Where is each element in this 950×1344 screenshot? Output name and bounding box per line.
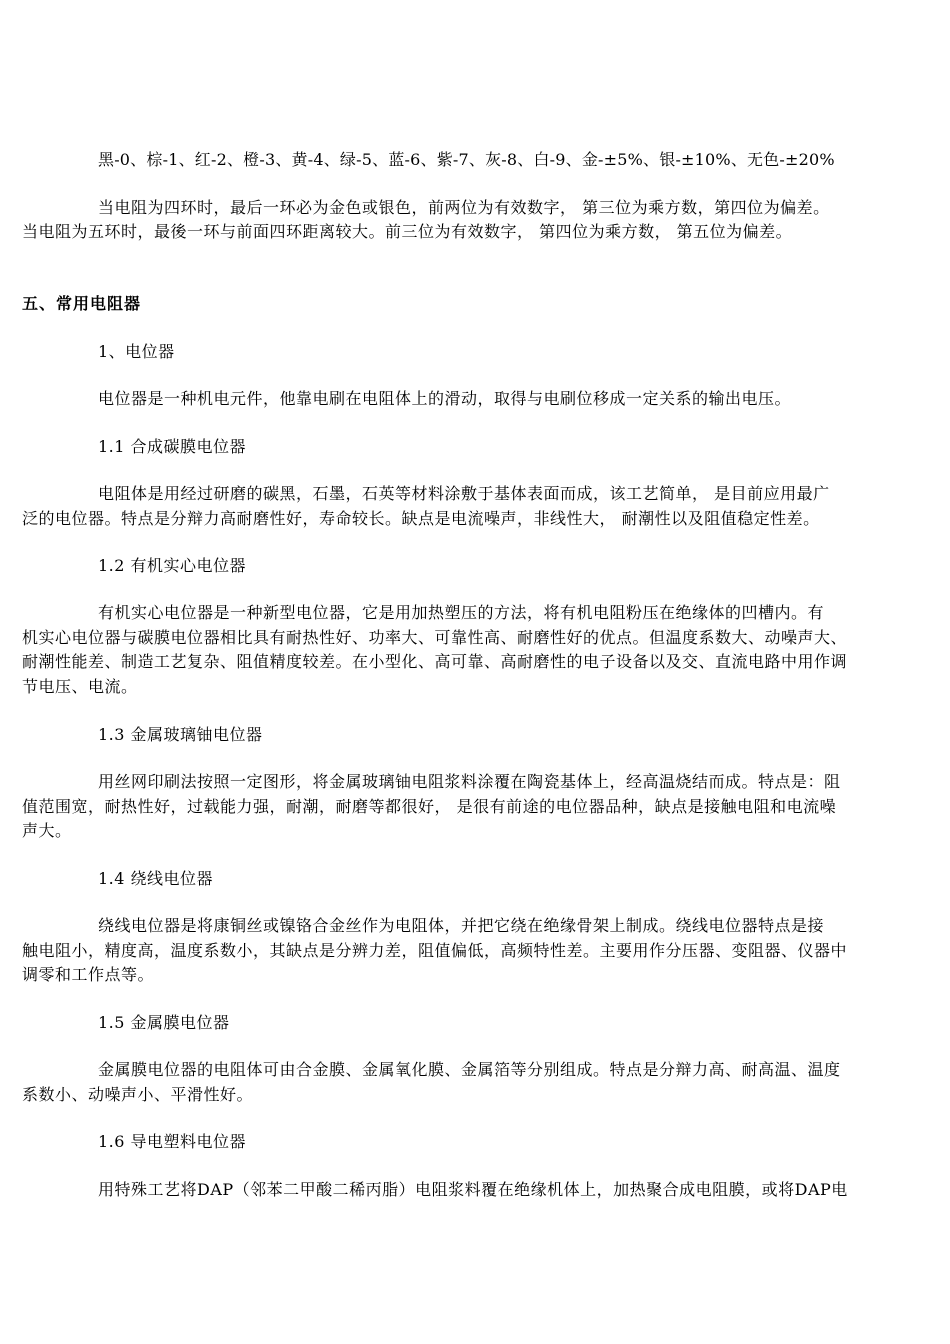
color-code-line: 黑-0、棕-1、红-2、橙-3、黄-4、绿-5、蓝-6、紫-7、灰-8、白-9、金-±5%、银-±10%、无色-±20% xyxy=(98,150,835,169)
subsection-heading-1-5: 1.5 金属膜电位器 xyxy=(98,1013,230,1032)
potentiometer-definition: 电位器是一种机电元件，他靠电刷在电阻体上的滑动，取得与电刷位移成一定关系的输出电压。 xyxy=(98,389,792,408)
paragraph-1-2-line-2: 机实心电位器与碳膜电位器相比具有耐热性好、功率大、可靠性高、耐磨性好的优点。但温度系数大、动噪声大、 xyxy=(22,628,848,647)
paragraph-1-6-line-1: 用特殊工艺将DAP（邻苯二甲酸二稀丙脂）电阻浆料覆在绝缘机体上，加热聚合成电阻膜，或将DAP电 xyxy=(98,1180,848,1199)
paragraph-1-5-line-2: 系数小、动噪声小、平滑性好。 xyxy=(22,1085,254,1104)
paragraph-1-3-line-2: 值范围宽，耐热性好，过载能力强，耐潮，耐磨等都很好， 是很有前途的电位器品种，缺点是接触电阻和电流噪 xyxy=(22,797,837,816)
rings-paragraph-line-1: 当电阻为四环时，最后一环必为金色或银色，前两位为有效数字， 第三位为乘方数，第四位为偏差。 xyxy=(98,198,830,217)
rings-paragraph-line-2: 当电阻为五环时，最後一环与前面四环距离较大。前三位为有效数字， 第四位为乘方数， 第五位为偏差。 xyxy=(22,222,793,241)
subsection-heading-1-3: 1.3 金属玻璃铀电位器 xyxy=(98,725,263,744)
paragraph-1-1-line-2: 泛的电位器。特点是分辩力高耐磨性好，寿命较长。缺点是电流噪声，非线性大， 耐潮性以及阻值稳定性差。 xyxy=(22,509,820,528)
paragraph-1-3-line-1: 用丝网印刷法按照一定图形，将金属玻璃铀电阻浆料涂覆在陶瓷基体上，经高温烧结而成。特点是：阻 xyxy=(98,772,841,791)
paragraph-1-4-line-1: 绕线电位器是将康铜丝或镍铬合金丝作为电阻体，并把它绕在绝缘骨架上制成。绕线电位器特点是接 xyxy=(98,916,825,935)
subsection-heading-1-4: 1.4 绕线电位器 xyxy=(98,869,214,888)
paragraph-1-2-line-3: 耐潮性能差、制造工艺复杂、阻值精度较差。在小型化、高可靠、高耐磨性的电子设备以及交、直流电路中用作调 xyxy=(22,652,848,671)
paragraph-1-3-line-3: 声大。 xyxy=(22,821,72,840)
paragraph-1-1-line-1: 电阻体是用经过研磨的碳黑，石墨，石英等材料涂敷于基体表面而成，该工艺简单， 是目前应用最广 xyxy=(98,484,830,503)
paragraph-1-4-line-3: 调零和工作点等。 xyxy=(22,965,155,984)
section-heading: 五、常用电阻器 xyxy=(22,294,142,313)
subsection-heading-1-1: 1.1 合成碳膜电位器 xyxy=(98,437,247,456)
subsection-heading-1-6: 1.6 导电塑料电位器 xyxy=(98,1132,247,1151)
paragraph-1-2-line-1: 有机实心电位器是一种新型电位器，它是用加热塑压的方法，将有机电阻粉压在绝缘体的凹槽内。有 xyxy=(98,603,825,622)
paragraph-1-5-line-1: 金属膜电位器的电阻体可由合金膜、金属氧化膜、金属箔等分别组成。特点是分辩力高、耐高温、温度 xyxy=(98,1060,841,1079)
paragraph-1-4-line-2: 触电阻小，精度高，温度系数小，其缺点是分辨力差，阻值偏低，高频特性差。主要用作分压器、变阻器、仪器中 xyxy=(22,941,848,960)
subsection-heading-potentiometer: 1、电位器 xyxy=(98,342,175,361)
paragraph-1-2-line-4: 节电压、电流。 xyxy=(22,677,138,696)
subsection-heading-1-2: 1.2 有机实心电位器 xyxy=(98,556,247,575)
